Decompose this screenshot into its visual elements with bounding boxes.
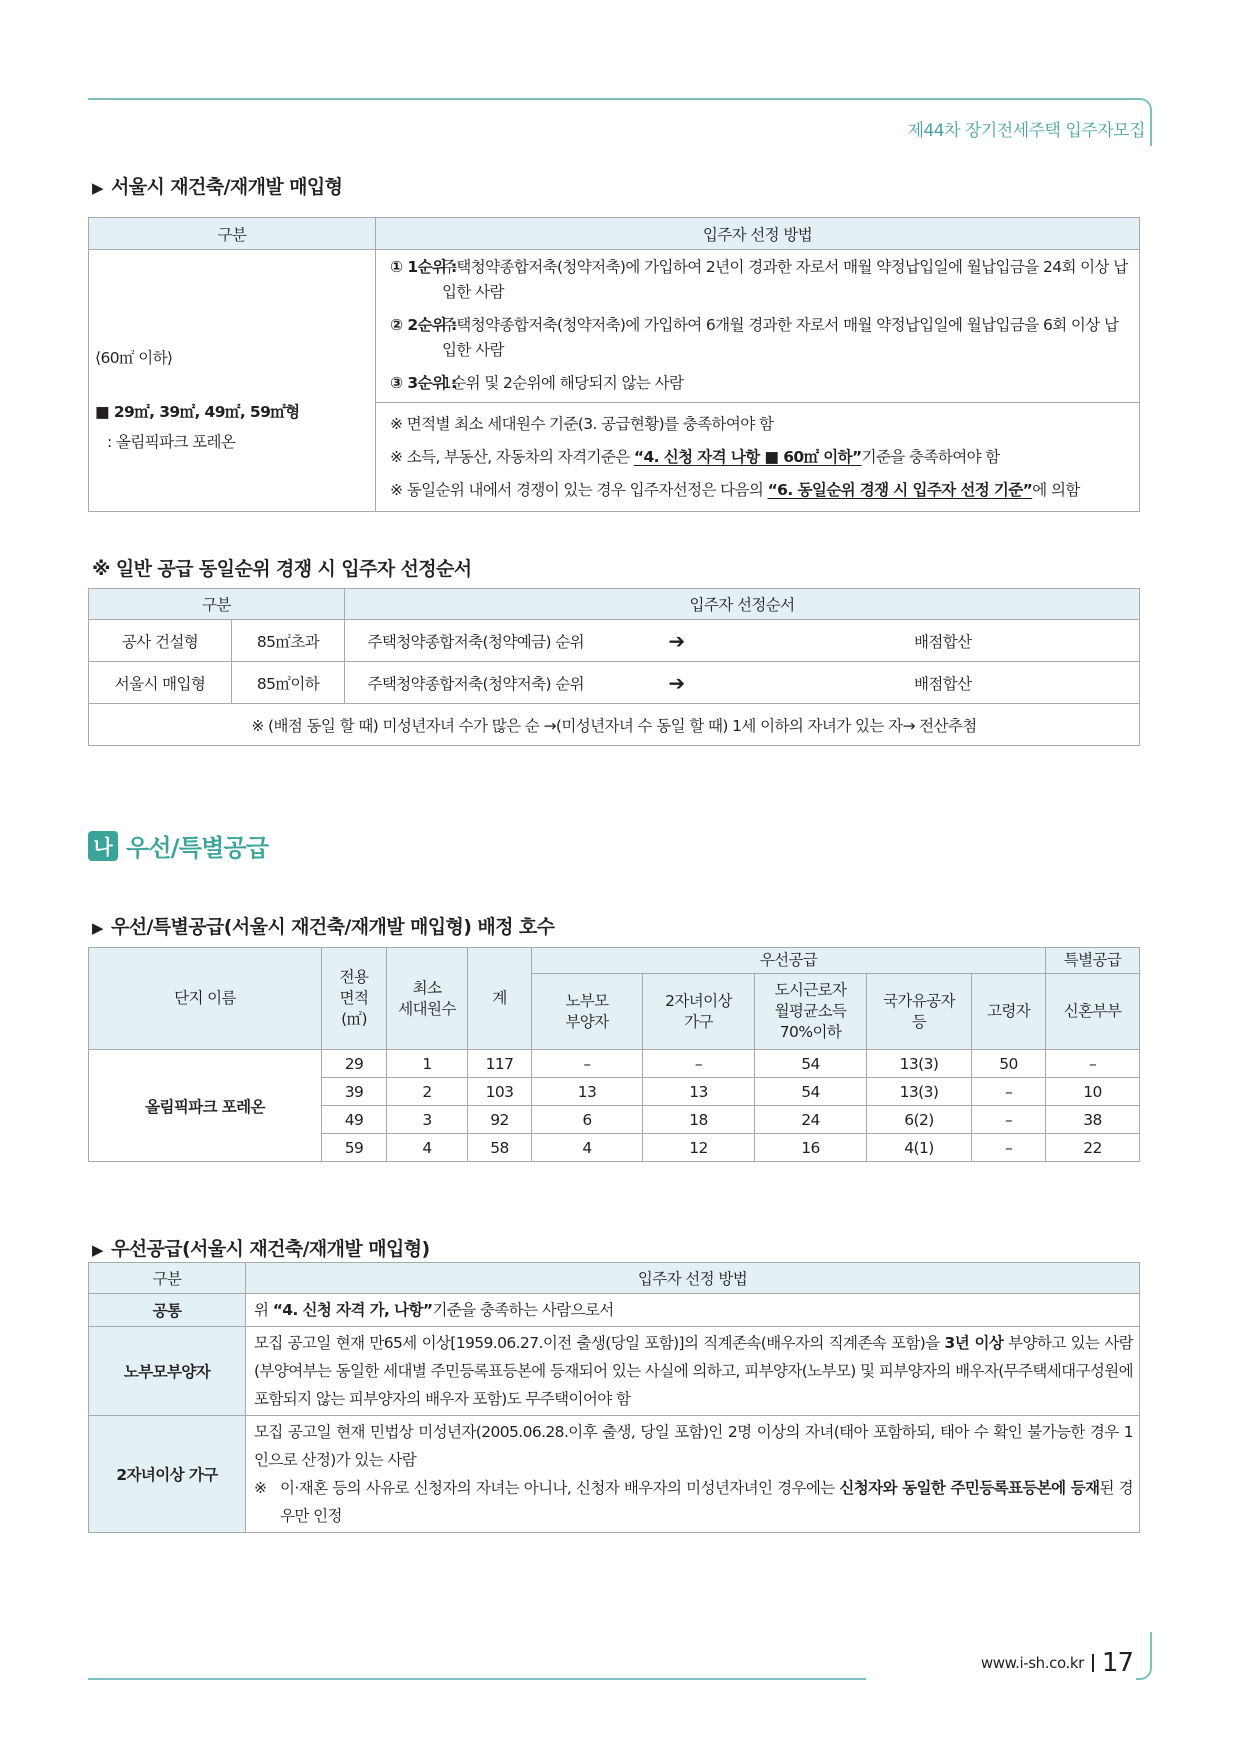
section4-title: ▶ 우선공급(서울시 재건축/재개발 매입형) <box>92 1238 430 1260</box>
col-newlywed: 신혼부부 <box>1046 974 1140 1050</box>
table-row: 공사 건설형 85㎡초과 주택청약종합저축(청약예금) 순위 ➔ 배점합산 <box>89 620 1140 662</box>
complex-name-cell: 올림픽파크 포레온 <box>89 1050 322 1162</box>
table-row: 39 2 103 13 13 54 13(3) – 10 <box>89 1078 1140 1106</box>
footer-divider <box>1092 1654 1094 1672</box>
note-2: ※ 소득, 부동산, 자동차의 자격기준은 “4. 신청 자격 나항 ■ 60㎡ 이하”기준을 충족하여야 함 <box>390 448 1000 466</box>
section3-title: ▶ 우선/특별공급(서울시 재건축/재개발 매입형) 배정 호수 <box>92 916 555 938</box>
footer-corner <box>1136 1632 1152 1680</box>
col-header-type: 구분 <box>89 1263 246 1294</box>
tiebreak-footnote: ※ (배점 동일 할 때) 미성년자녀 수가 많은 순 →(미성년자녀 수 동일 할 때) 1세 이하의 자녀가 있는 자→ 전산추첨 <box>89 704 1140 746</box>
rank2: ② 2순위 : 주택청약종합저축(청약저축)에 가입하여 6개월 경과한 자로서 매월 약정납입일에 월납입금을 6회 이상 납입한 사람 <box>390 316 1119 359</box>
triangle-icon: ▶ <box>92 1241 103 1259</box>
col-national-merit: 국가유공자 등 <box>867 974 972 1050</box>
header-rule <box>88 98 1140 100</box>
section-heading-label: 우선/특별공급 <box>126 834 269 862</box>
section1-title: ▶ 서울시 재건축/재개발 매입형 <box>92 176 343 198</box>
arrow-icon: ➔ <box>607 662 747 704</box>
footer-url[interactable]: www.i-sh.co.kr <box>980 1654 1084 1672</box>
page-number: 17 <box>1101 1648 1133 1678</box>
table-row: 서울시 매입형 85㎡이하 주택청약종합저축(청약저축) 순위 ➔ 배점합산 <box>89 662 1140 704</box>
priority-supply-table <box>88 1262 1140 1533</box>
tiebreak-order-table <box>88 588 1140 746</box>
children-note: ※ 이·재혼 등의 사유로 신청자의 자녀는 아니나, 신청자 배우자의 미성년자녀인 경우에는 신청자와 동일한 주민등록표등본에 등재된 경우만 인정 <box>254 1479 1134 1525</box>
rank3: ③ 3순위 : 1순위 및 2순위에 해당되지 않는 사람 <box>390 374 684 392</box>
col-elderly-parents: 노부모 부양자 <box>532 974 643 1050</box>
area-label: ⟨60㎡ 이하⟩ <box>95 348 173 367</box>
table-row: 59 4 58 4 12 16 4(1) – 22 <box>89 1134 1140 1162</box>
col-aged: 고령자 <box>972 974 1046 1050</box>
complex-name: : 올림픽파크 포레온 <box>107 432 236 451</box>
col-special: 특별공급 <box>1046 948 1140 974</box>
section3-heading <box>88 828 268 863</box>
header-title: 제44차 장기전세주택 입주자모집 <box>907 121 1145 141</box>
col-min-members: 최소 세대원수 <box>387 948 468 1050</box>
rank-cell <box>376 250 1140 403</box>
rank1: ① 1순위 : 주택청약종합저축(청약저축)에 가입하여 2년이 경과한 자로서 매월 약정납입일에 월납입금을 24회 이상 납입한 사람 <box>390 258 1128 301</box>
note-3: ※ 동일순위 내에서 경쟁이 있는 경우 입주자선정은 다음의 “6. 동일순위 경쟁 시 입주자 선정 기준”에 의함 <box>390 481 1080 499</box>
table-row: 노부모부양자 모집 공고일 현재 만65세 이상[1959.06.27.이전 출생(당일 포함)]의 직계존속(배우자의 직계존속 포함)을 3년 이상 부양하고 있는 사람(부양여부는 동일한 세대별 주민등록표등본에 등재되어 있는 사실에 의하고, 피부양자(노부모) 및 피부양자의 배우자(무주택세대구성원에 포함되지 않는 피부양자의 배우자 포함)도 무주택이어야 함 <box>89 1327 1140 1416</box>
footer-rule <box>88 1678 866 1680</box>
allocation-table <box>88 947 1140 1162</box>
area-types: ■ 29㎡, 39㎡, 49㎡, 59㎡형 <box>95 402 300 421</box>
table-row: 49 3 92 6 18 24 6(2) – 38 <box>89 1106 1140 1134</box>
col-header-method: 입주자 선정 방법 <box>376 218 1140 250</box>
col-header-type: 구분 <box>89 218 376 250</box>
notes-cell <box>376 403 1140 512</box>
col-two-children: 2자녀이상 가구 <box>643 974 755 1050</box>
section-badge: 나 <box>88 831 118 861</box>
section2-title: ※ 일반 공급 동일순위 경쟁 시 입주자 선정순서 <box>92 558 472 580</box>
selection-method-table <box>88 217 1140 512</box>
footer <box>981 1648 1133 1678</box>
table-row: 공통 위 “4. 신청 자격 가, 나항”기준을 충족하는 사람으로서 <box>89 1294 1140 1327</box>
area-cell <box>89 250 376 512</box>
triangle-icon: ▶ <box>92 919 103 937</box>
col-total: 계 <box>468 948 532 1050</box>
col-header-order: 입주자 선정순서 <box>345 589 1140 620</box>
triangle-icon: ▶ <box>92 179 103 197</box>
col-header-method: 입주자 선정 방법 <box>246 1263 1140 1294</box>
col-complex: 단지 이름 <box>89 948 322 1050</box>
col-priority: 우선공급 <box>532 948 1046 974</box>
col-urban-worker: 도시근로자 월평균소득 70%이하 <box>755 974 867 1050</box>
col-header-type: 구분 <box>89 589 345 620</box>
table-row: 2자녀이상 가구 모집 공고일 현재 민법상 미성년자(2005.06.28.이후 출생, 당일 포함)인 2명 이상의 자녀(태아 포함하되, 태아 수 확인 불가능한 경우 1인으로 산정)가 있는 사람 ※ 이·재혼 등의 사유로 신청자의 자녀는 아니나, 신청자 배우자의 미성년자녀인 경우에는 신청자와 동일한 주민등록표등본에 등재된 경우만 인정 <box>89 1416 1140 1533</box>
arrow-icon: ➔ <box>607 620 747 662</box>
table-row: 올림픽파크 포레온 29 1 117 – – 54 13(3) 50 – <box>89 1050 1140 1078</box>
col-area: 전용 면적 (㎡) <box>322 948 387 1050</box>
note-1: ※ 면적별 최소 세대원수 기준(3. 공급현황)를 충족하여야 함 <box>390 415 774 433</box>
